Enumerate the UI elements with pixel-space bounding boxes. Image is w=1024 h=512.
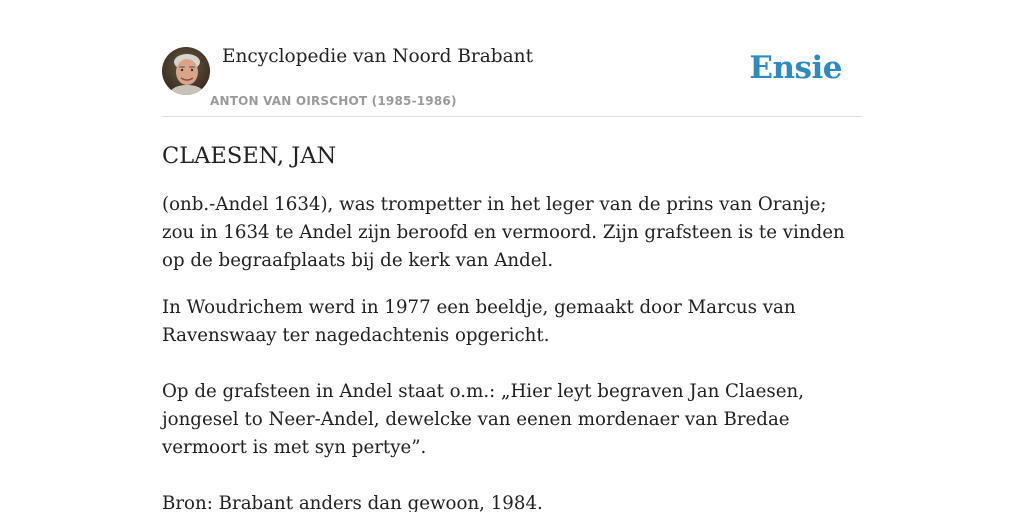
article-body <box>162 191 862 512</box>
author-avatar[interactable] <box>162 47 210 95</box>
ensie-logo[interactable]: Ensie <box>749 50 842 86</box>
source-header <box>162 0 862 117</box>
source-title[interactable]: Encyclopedie van Noord Brabant <box>222 46 534 67</box>
content-container <box>162 0 862 512</box>
article-paragraph: In Woudrichem werd in 1977 een beeldje, gemaakt door Marcus van Ravenswaay ter nagedachtenis opgericht. <box>162 297 796 346</box>
author-portrait-icon <box>162 47 210 95</box>
article-source: Bron: Brabant anders dan gewoon, 1984. <box>162 493 543 512</box>
article-paragraph: Op de grafsteen in Andel staat o.m.: „Hier leyt begraven Jan Claesen, jongesel to Neer-Andel, dewelcke van eenen mordenaer van Bredae vermoort is met syn pertye”. <box>162 381 804 458</box>
article-paragraph: (onb.-Andel 1634), was trompetter in het leger van de prins van Oranje; zou in 1634 te Andel zijn beroofd en vermoord. Zijn grafsteen is te vinden op de begraafplaats bij de kerk van Andel. <box>162 194 845 271</box>
source-author[interactable]: ANTON VAN OIRSCHOT (1985-1986) <box>210 94 457 108</box>
page-title: CLAESEN, JAN <box>162 143 337 169</box>
